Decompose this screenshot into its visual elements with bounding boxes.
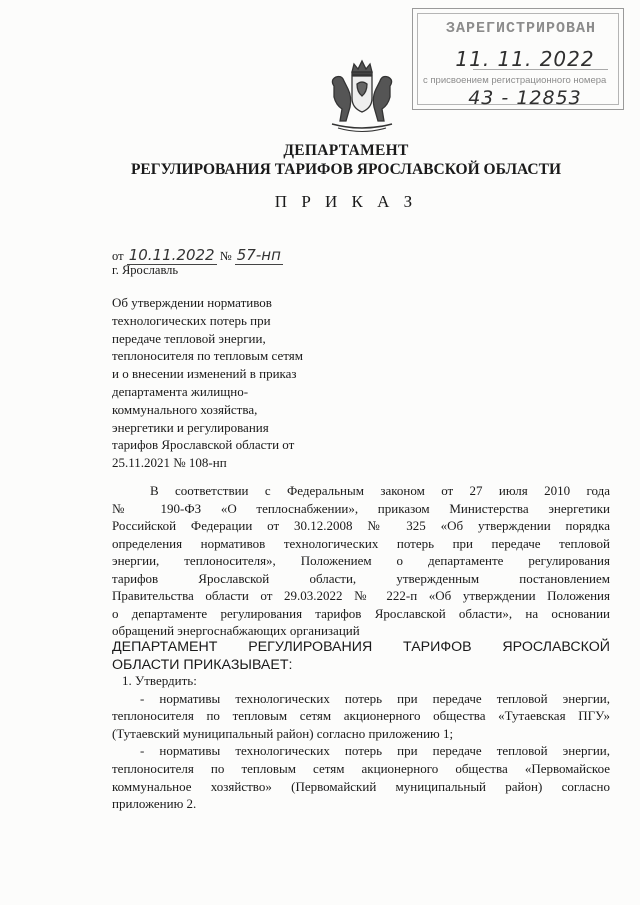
department-title-line2: РЕГУЛИРОВАНИЯ ТАРИФОВ ЯРОСЛАВСКОЙ ОБЛАСТИ	[130, 161, 562, 178]
item1-line: - нормативы технологических потерь при передаче тепловой энергии,	[140, 690, 610, 706]
approve-clause: 1. Утвердить:	[122, 673, 197, 688]
order-heading	[112, 638, 610, 674]
order-date-number	[112, 246, 283, 264]
item1-line: теплоносителя по тепловым сетям акционерного общества «Тутаевская ПГУ»	[112, 708, 610, 724]
subject-line: 25.11.2021 № 108-нп	[112, 455, 227, 471]
item2-line: приложению 2.	[112, 796, 197, 812]
department-title-line1: ДЕПАРТАМЕНТ	[283, 142, 409, 159]
subject-line: тарифов Ярославской области от	[112, 437, 295, 453]
order-number: 57-нп	[236, 246, 281, 264]
preamble-line: о департаменте регулирования тарифов Ярославской области», на основании	[112, 605, 610, 621]
order-city: г. Ярославль	[112, 263, 179, 277]
number-label: №	[219, 249, 232, 263]
preamble	[112, 482, 610, 640]
subject-line: технологических потерь при	[112, 312, 271, 328]
preamble-line: Российской Федерации от 30.12.2008 № 325 «Об утверждении порядка	[112, 518, 610, 533]
order-date: 10.11.2022	[128, 246, 215, 264]
item2-line: теплоносителя по тепловым сетям акционерного общества «Первомайское	[112, 760, 610, 776]
from-label: от	[112, 249, 124, 263]
registration-stamp	[412, 8, 624, 110]
preamble-line: № 190-ФЗ «О теплоснабжении», приказом Министерства энергетики	[112, 500, 610, 516]
order-items	[112, 672, 610, 813]
order-heading-line1: ДЕПАРТАМЕНТ РЕГУЛИРОВАНИЯ ТАРИФОВ ЯРОСЛАВСКОЙ	[112, 639, 610, 655]
preamble-line: обращений энергоснабжающих организаций	[112, 623, 360, 638]
item2-line: - нормативы технологических потерь при передаче тепловой энергии,	[140, 743, 610, 759]
preamble-line: энергии, теплоносителя», Положением о департаменте регулирования	[112, 553, 610, 568]
coat-of-arms-icon	[322, 58, 402, 136]
stamp-date: 11. 11. 2022	[455, 47, 595, 71]
subject-line: энергетики и регулирования	[112, 419, 269, 435]
preamble-line: В соответствии с Федеральным законом от 27 июля 2010 года	[150, 483, 610, 498]
item1-line: (Тутаевский муниципальный район) согласно приложению 1;	[112, 725, 454, 741]
stamp-registration-number: 43 - 12853	[468, 87, 582, 109]
subject-line: департамента жилищно-	[112, 383, 249, 399]
preamble-line: Правительства области от 29.03.2022 № 222-п «Об утверждении Положения	[112, 588, 610, 603]
subject-line: и о внесении изменений в приказ	[112, 366, 297, 382]
order-subject	[112, 294, 352, 472]
stamp-divider	[473, 69, 608, 70]
preamble-line: определения нормативов технологических потерь при передаче тепловой	[112, 535, 610, 551]
item2-line: коммунальное хозяйство» (Первомайский муниципальный район) согласно	[112, 778, 610, 794]
document-type: П Р И К А З	[274, 192, 418, 211]
subject-line: коммунального хозяйства,	[112, 401, 258, 417]
stamp-caption: с присвоением регистрационного номера	[423, 75, 607, 86]
order-heading-line2: ОБЛАСТИ ПРИКАЗЫВАЕТ:	[112, 657, 293, 673]
stamp-title: ЗАРЕГИСТРИРОВАН	[445, 20, 597, 37]
preamble-line: тарифов Ярославской области, утвержденным постановлением	[112, 570, 610, 586]
subject-line: передаче тепловой энергии,	[112, 330, 266, 346]
subject-line: теплоносителя по тепловым сетям	[112, 348, 303, 364]
subject-line: Об утверждении нормативов	[112, 295, 272, 310]
